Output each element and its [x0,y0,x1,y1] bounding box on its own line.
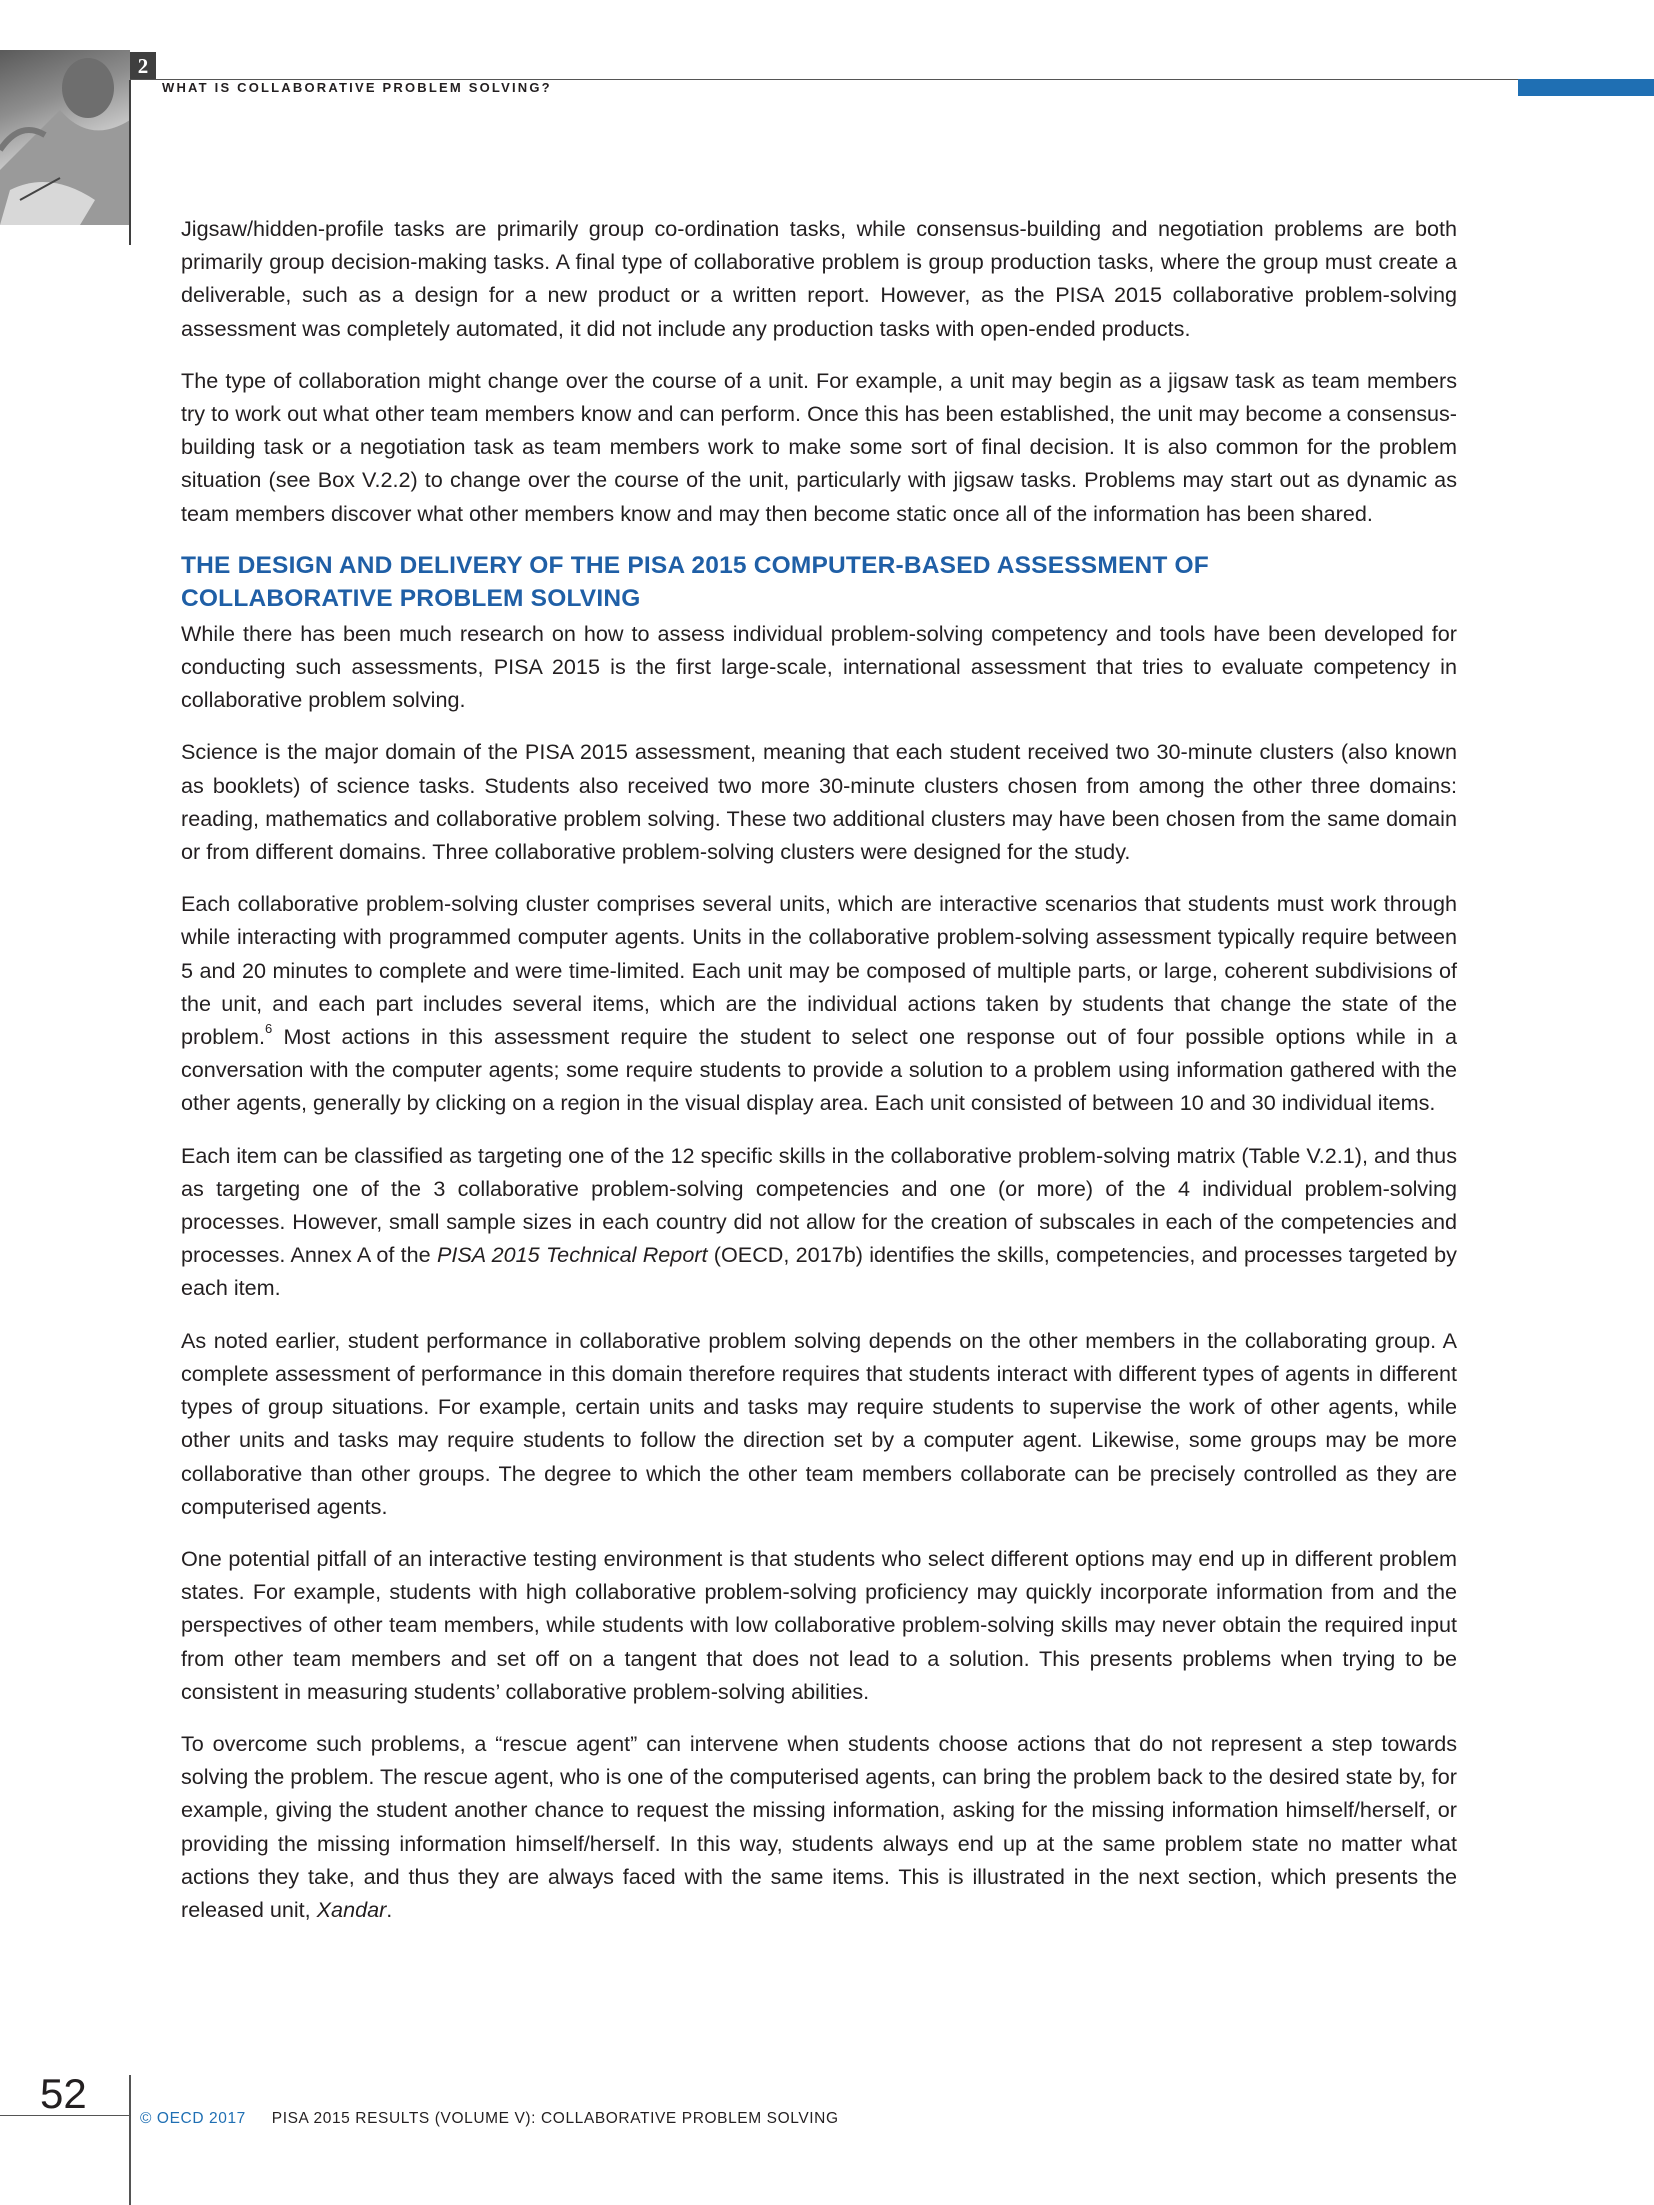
unit-name: Xandar [316,1896,387,1922]
footnote-marker: 6 [265,1021,273,1037]
paragraph: Jigsaw/hidden-profile tasks are primarily group co-ordination tasks, while consensus-building and negotiation problems are both primarily group decision-making tasks. A final type of collaborative problem is group production tasks, where the group must create a deliverable, such as a design for a new product or a written report. However, as the PISA 2015 collaborative problem-solving assessment was completely automated, it did not include any production tasks with open-ended products. [181,216,1457,341]
chapter-photo [0,50,130,225]
paragraph: The type of collaboration might change over the course of a unit. For example, a unit may begin as a jigsaw task as team members try to work out what other team members know and can perform. Once this has been established, the unit may become a consensus-building task or a negotiation task as team members work to make some sort of final decision. It is also common for the problem situation (see Box V.2.2) to change over the course of the unit, particularly with jigsaw tasks. Problems may start out as dynamic as team members discover what other members know and may then become static once all of the information has been shared. [181,367,1457,526]
report-title: PISA 2015 Technical Report [436,1242,708,1268]
paragraph-text: (OECD, 2017b) identifies the skills, competencies, and processes targeted by each item. [181,1242,1457,1301]
footer-vertical-rule [129,2075,131,2205]
paragraph: One potential pitfall of an interactive testing environment is that students who select different options may end up in different problem states. For example, students with high collaborative problem-solving proficiency may quickly incorporate information from and the perspectives of other team members, while students with low collaborative problem-solving skills may never obtain the required input from other team members and set off on a tangent that does not lead to a solution. This presents problems when trying to be consistent in measuring students’ collaborative problem-solving abilities. [181,1545,1457,1704]
paragraph: Science is the major domain of the PISA 2015 assessment, meaning that each student received two 30-minute clusters (also known as booklets) of science tasks. Students also received two more 30-minute clusters chosen from among the other three domains: reading, mathematics and collaborative problem solving. These two additional clusters may have been chosen from the same domain or from different domains. Three collaborative problem-solving clusters were designed for the study. [181,739,1457,865]
paragraph-text: . [386,1896,393,1922]
publication-title: PISA 2015 RESULTS (VOLUME V): COLLABORATIVE PROBLEM SOLVING [271,2110,839,2127]
paragraph-text: Most actions in this assessment require the student to select one response out of four possible options while in a conversation with the computer agents; some require students to provide a solution to a problem using information gathered with the other agents, generally by clicking on a region in the visual display area. Each unit consisted of between 10 and 30 individual items. [181,1024,1457,1116]
copyright: © OECD 2017 [140,2110,246,2127]
header-vertical-rule [129,80,131,245]
footer-text [140,2110,839,2128]
paragraph [181,1727,1457,1926]
page-number: 52 [40,2070,87,2117]
paragraph: As noted earlier, student performance in collaborative problem solving depends on the other members in the collaborating group. A complete assessment of performance in this domain therefore requires that students interact with different types of agents in different types of group situations. For example, certain units and tasks may require students to supervise the work of other agents, while other units and tasks may require students to follow the direction set by a computer agent. Likewise, some groups may be more collaborative than other groups. The degree to which the other team members collaborate can be precisely controlled as they are computerised agents. [181,1327,1457,1519]
page-body [181,212,1457,1945]
paragraph-text: Each collaborative problem-solving cluster comprises several units, which are interactive scenarios that students must work through while interacting with programmed computer agents. Units in the collaborative problem-solving assessment typically require between 5 and 20 minutes to complete and were time-limited. Each unit may be composed of multiple parts, or large, coherent subdivisions of the unit, and each part includes several items, which are the individual actions taken by students that change the state of the problem. [181,891,1457,1050]
section-heading: THE DESIGN AND DELIVERY OF THE PISA 2015 COMPUTER-BASED ASSESSMENT OF COLLABORATIVE PROBLEM SOLVING [181,551,1209,612]
header-accent-bar [1518,79,1654,96]
running-title: WHAT IS COLLABORATIVE PROBLEM SOLVING? [162,80,552,95]
paragraph-text: To overcome such problems, a “rescue agent” can intervene when students choose actions that do not represent a step towards solving the problem. The rescue agent, who is one of the computerised agents, can bring the problem back to the desired state by, for example, giving the student another chance to request the missing information, asking for the missing information himself/herself, or providing the missing information himself/herself. In this way, students always end up at the same problem state no matter what actions they take, and thus they are always faced with the same items. This is illustrated in the next section, which presents the released unit, [181,1730,1457,1922]
student-writing-illustration [0,50,130,225]
paragraph-text: Each item can be classified as targeting one of the 12 specific skills in the collaborative problem-solving matrix (Table V.2.1), and thus as targeting one of the 3 collaborative problem-solving competencies and one (or more) of the 4 individual problem-solving processes. However, small sample sizes in each country did not allow for the creation of subscales in each of the competencies and processes. Annex A of the [181,1142,1457,1268]
paragraph: While there has been much research on how to assess individual problem-solving competency and tools have been developed for conducting such assessments, PISA 2015 is the first large-scale, international assessment that tries to evaluate competency in collaborative problem solving. [181,620,1457,713]
chapter-number: 2 [130,52,156,80]
paragraph [181,1139,1457,1305]
paragraph [181,887,1457,1119]
